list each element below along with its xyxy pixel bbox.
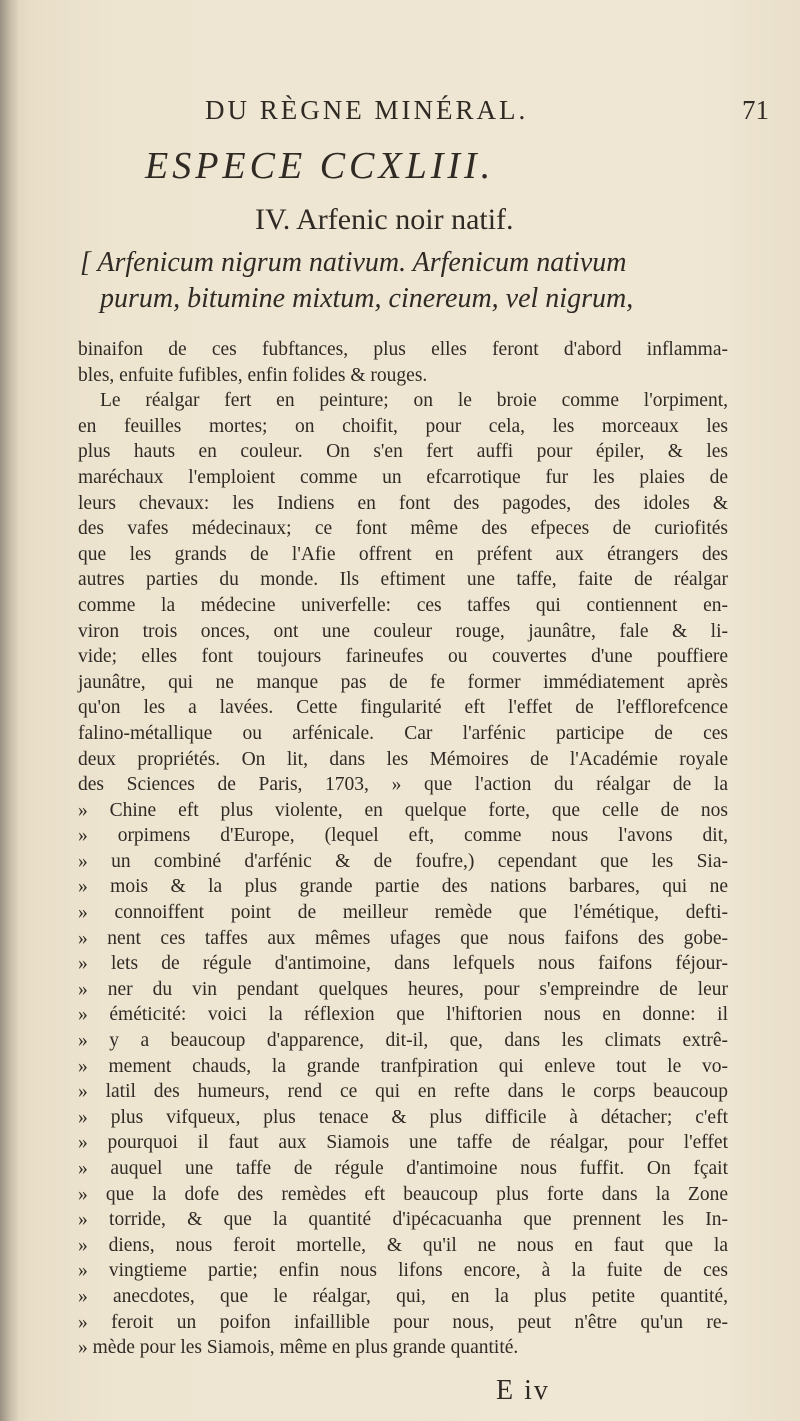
text-line: » que la dofe des remèdes eft beaucoup plus forte dans la Zone bbox=[78, 1183, 728, 1205]
text-line: » feroit un poifon infaillible pour nous, peut n'être qu'un re- bbox=[78, 1311, 728, 1333]
text-line: » diens, nous feroit mortelle, & qu'il ne nous en faut que la bbox=[78, 1234, 728, 1256]
text-line: » orpimens d'Europe, (lequel eft, comme nous l'avons dit, bbox=[78, 825, 728, 847]
text-line: Le réalgar fert en peinture; on le broie comme l'orpiment, bbox=[100, 390, 728, 412]
text-line: » plus vifqueux, plus tenace & plus difficile à détacher; c'eft bbox=[78, 1106, 728, 1128]
text-line: » mement chauds, la grande tranfpiration qui enleve tout le vo- bbox=[78, 1055, 728, 1077]
text-line: binaifon de ces fubftances, plus elles feront d'abord inflamma- bbox=[78, 339, 728, 360]
text-line: » auquel une taffe de régule d'antimoine nous fuffit. On fçait bbox=[78, 1158, 728, 1179]
text-line: » ner du vin pendant quelques heures, pour s'empreindre de leur bbox=[78, 978, 728, 1000]
text-line: plus hauts en couleur. On s'en fert auffi pour épiler, & les bbox=[78, 441, 728, 463]
text-line: » vingtieme partie; enfin nous lifons encore, à la fuite de ces bbox=[78, 1260, 728, 1282]
running-head: DU RÈGNE MINÉRAL. bbox=[205, 95, 529, 125]
text-line: que les grands de l'Afie offrent en préfent aux étrangers des bbox=[78, 543, 728, 565]
text-line: bles, enfuite fufibles, enfin folides & rouges. bbox=[78, 364, 428, 386]
latin-line: purum, bitumine mixtum, cinereum, vel nigrum, bbox=[100, 283, 634, 314]
text-line: » torride, & que la quantité d'ipécacuanha que prennent les In- bbox=[78, 1209, 728, 1231]
text-line: autres parties du monde. Ils eftiment une taffe, faite de réalgar bbox=[78, 569, 728, 591]
body-text bbox=[78, 337, 728, 1361]
text-line: » mède pour les Siamois, même en plus grande quantité. bbox=[78, 1337, 519, 1359]
text-line: viron trois onces, ont une couleur rouge, jaunâtre, fale & li- bbox=[78, 620, 728, 642]
text-line: qu'on les a lavées. Cette fingularité eft l'effet de l'efflorefcence bbox=[78, 697, 728, 719]
text-line: vide; elles font toujours farineufes ou couvertes d'une pouffiere bbox=[78, 646, 728, 668]
text-line: » lets de régule d'antimoine, dans lefquels nous faifons féjour- bbox=[78, 953, 728, 975]
text-line: » connoiffent point de meilleur remède que l'émétique, defti- bbox=[78, 902, 728, 924]
text-line: » éméticité: voici la réflexion que l'hiftorien nous en donne: il bbox=[78, 1004, 728, 1026]
latin-line: [ Arfenicum nigrum nativum. Arfenicum nativum bbox=[80, 247, 627, 278]
text-line: » latil des humeurs, rend ce qui en refte dans le corps beaucoup bbox=[78, 1081, 728, 1103]
page-header bbox=[0, 95, 800, 135]
text-line: » Chine eft plus violente, en quelque forte, que celle de nos bbox=[78, 799, 728, 821]
text-line: en feuilles mortes; on choifit, pour cela, les morceaux les bbox=[78, 415, 728, 437]
text-line: falino-métallique ou arfénicale. Car l'arfénic participe de ces bbox=[78, 722, 728, 744]
species-title: ESPECE CCXLIII. bbox=[145, 145, 495, 187]
text-line: jaunâtre, qui ne manque pas de fe former immédiatement après bbox=[78, 671, 728, 693]
text-line: » mois & la plus grande partie des nations barbares, qui ne bbox=[78, 876, 728, 898]
text-line: » un combiné d'arfénic & de foufre,) cependant que les Sia- bbox=[78, 850, 728, 872]
latin-synonyms bbox=[80, 245, 720, 317]
text-line: » y a beaucoup d'apparence, dit-il, que, dans les climats extrê- bbox=[78, 1030, 728, 1052]
text-line: » pourquoi il faut aux Siamois une taffe de réalgar, pour l'effet bbox=[78, 1132, 728, 1154]
catchword: E iv bbox=[496, 1375, 550, 1406]
page-number: 71 bbox=[742, 95, 769, 125]
text-line: des vafes médecinaux; ce font même des efpeces de curiofités bbox=[78, 518, 728, 540]
text-line: leurs chevaux: les Indiens en font des pagodes, des idoles & bbox=[78, 492, 728, 514]
text-line: comme la médecine univerfelle: ces taffes qui contiennent en- bbox=[78, 594, 728, 616]
page-binding-edge bbox=[0, 0, 18, 1421]
text-line: maréchaux l'emploient comme un efcarrotique fur les plaies de bbox=[78, 466, 728, 488]
text-line: » anecdotes, que le réalgar, qui, en la plus petite quantité, bbox=[78, 1285, 728, 1307]
text-line: » nent ces taffes aux mêmes ufages que nous faifons des gobe- bbox=[78, 927, 728, 949]
text-line: deux propriétés. On lit, dans les Mémoires de l'Académie royale bbox=[78, 748, 728, 770]
text-line: des Sciences de Paris, 1703, » que l'action du réalgar de la bbox=[78, 774, 728, 796]
section-title: IV. Arfenic noir natif. bbox=[255, 203, 514, 236]
